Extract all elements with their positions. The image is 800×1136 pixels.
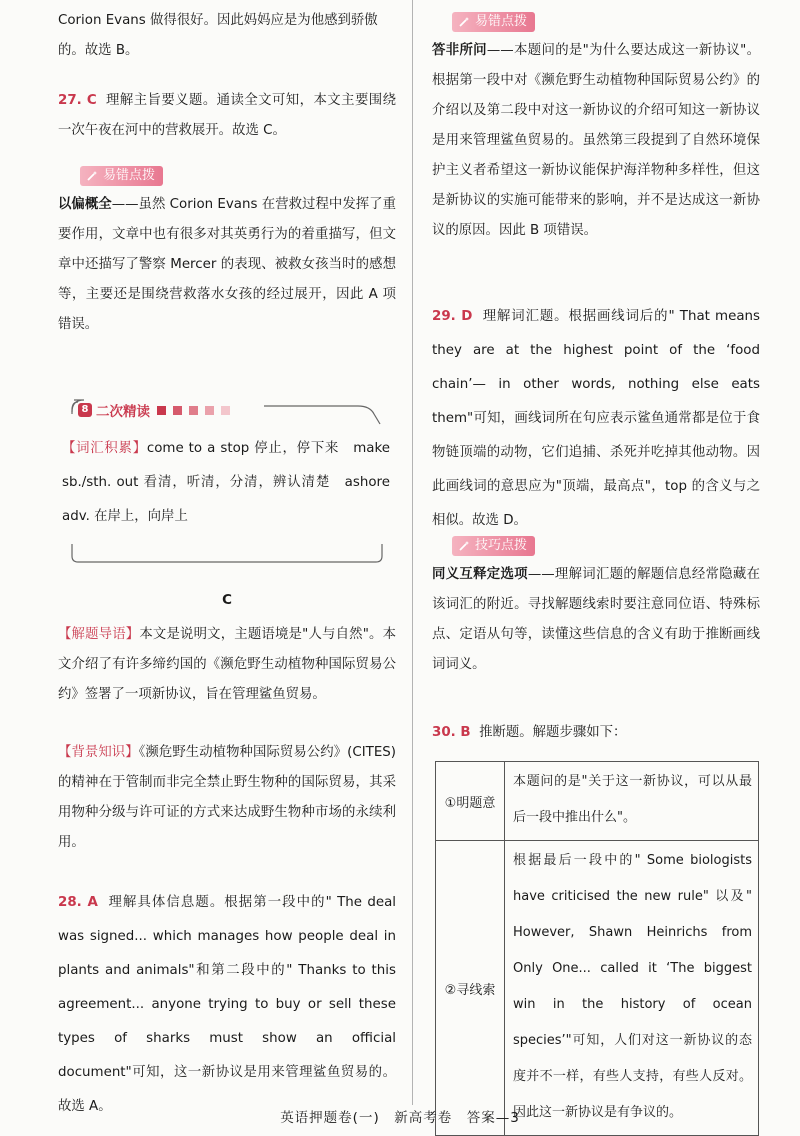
decor-square-icon: [189, 406, 198, 415]
answer-number: 28. A: [58, 895, 98, 910]
page-footer: 英语押题卷(一) 新高考卷 答案—3: [280, 1110, 520, 1126]
reading-icon: 8: [78, 403, 92, 417]
tip-lead: 同义互释定选项: [432, 567, 528, 582]
vocab-label: 【词汇积累】: [62, 441, 147, 456]
answer-27: [58, 86, 396, 146]
decor-square-icon: [173, 406, 182, 415]
magic-wand-icon: [86, 170, 98, 182]
answer-number: 30. B: [432, 725, 471, 740]
answer-text: 推断题。解题步骤如下：: [479, 725, 627, 740]
vocab-note: [62, 432, 390, 534]
decor-square-icon: [205, 406, 214, 415]
error-tip-1: [58, 190, 396, 340]
section-title: 8 二次精读: [78, 400, 230, 420]
table-row: [436, 762, 759, 841]
tip-lead: 以偏概全: [58, 197, 112, 212]
error-tip-badge: 易错点拨: [452, 12, 535, 32]
decor-square-icon: [157, 406, 166, 415]
column-divider: [412, 0, 413, 1105]
error-tip-2: [432, 36, 760, 246]
paragraph-continued: Corion Evans 做得很好。因此妈妈应是为他感到骄傲 的。故选 B。: [58, 13, 378, 58]
answer-text: 理解词汇题。根据画线词后的" That means they are at the highest point of the ‘food chain’— in other words, nothing else eats them"可知，画线词所在句应表示鲨鱼通常都是位于食物链顶端的动物，它们追捕、杀死并吃掉其他动物。因此画线词的意思应为"顶端，最高点"，top 的含义与之相似。故选 D。: [432, 309, 761, 528]
table-row: [436, 841, 759, 1136]
step-body: 本题问的是"关于这一新协议，可以从最后一段中推出什么"。: [505, 762, 759, 841]
skill-tip-badge: 技巧点拨: [452, 536, 535, 556]
second-reading-section: [58, 384, 396, 578]
tip-text: ——本题问的是"为什么要达成这一新协议"。根据第一段中对《濒危野生动植物种国际贸易公约》的介绍以及第二段中对这一新协议的介绍可知这一新协议是用来管理鲨鱼贸易的。虽然第三段提到了自然环境保护主义者希望这一新协议能保护海洋物种多样性，但这是新协议的实施可能带来的影响，并不是达成这一新协议的原因。因此 B 项错误。: [432, 43, 760, 238]
vocab-text: come to a stop 停止，停下来 make sb./sth. out 看清，听清，分清，辨认清楚 ashore adv. 在岸上，向岸上: [62, 441, 391, 524]
skill-tip: [432, 560, 760, 680]
background-text: 《濒危野生动植物种国际贸易公约》(CITES)的精神在于管制而非完全禁止野生物种的国际贸易，其采用物种分级与许可证的方式来达成野生物种市场的永续利用。: [58, 745, 397, 850]
step-label: ②寻线索: [436, 841, 505, 1136]
answer-text: 理解主旨要义题。通读全文可知，本文主要围绕一次午夜在河中的营救展开。故选 C。: [58, 93, 396, 138]
answer-28: [58, 886, 396, 1124]
answer-29: [432, 300, 760, 538]
tip-text: ——理解词汇题的解题信息经常隐藏在该词汇的附近。寻找解题线索时要注意同位语、特殊标点、定语从句等，读懂这些信息的含义有助于推断画线词词义。: [432, 567, 761, 672]
solution-steps-table: [435, 761, 759, 1136]
guide-text: 本文是说明文，主题语境是"人与自然"。本文介绍了有许多缔约国的《濒危野生动植物种国际贸易公约》签署了一项新协议，旨在管理鲨鱼贸易。: [58, 627, 396, 702]
magic-wand-icon: [458, 540, 470, 552]
guide-note: [58, 620, 396, 710]
answer-number: 29. D: [432, 309, 473, 324]
error-tip-badge: 易错点拨: [80, 166, 163, 186]
tip-text: ——虽然 Corion Evans 在营救过程中发挥了重要作用，文章中也有很多对其英勇行为的着重描写，但文章中还描写了警察 Mercer 的表现、被救女孩当时的感想等，主要还是围绕营救落水女孩的经过展开，因此 A 项错误。: [58, 197, 397, 332]
answer-number: 27. C: [58, 93, 97, 108]
guide-label: 【解题导语】: [58, 627, 140, 642]
step-label: ①明题意: [436, 762, 505, 841]
answer-text: 理解具体信息题。根据第一段中的" The deal was signed... which manages how people deal in plants and animals"和第二段中的" Thanks to this agreement... anyone trying to buy or sell these types of sharks must show an official document"可知，这一新协议是用来管理鲨鱼贸易的。故选 A。: [58, 895, 396, 1114]
background-note: [58, 738, 396, 858]
section-heading: C: [222, 593, 232, 608]
background-label: 【背景知识】: [58, 745, 139, 760]
step-body: 根据最后一段中的" Some biologists have criticised the new rule" 以及" However, Shawn Heinrichs from Only One... called it ‘The biggest win in the history of ocean species’"可知，人们对这一新协议的态度并不一样，有些人支持，有些人反对。因此这一新协议是有争议的。: [505, 841, 759, 1136]
answer-30: [432, 718, 760, 748]
decor-square-icon: [221, 406, 230, 415]
magic-wand-icon: [458, 16, 470, 28]
tip-lead: 答非所问: [432, 43, 487, 58]
